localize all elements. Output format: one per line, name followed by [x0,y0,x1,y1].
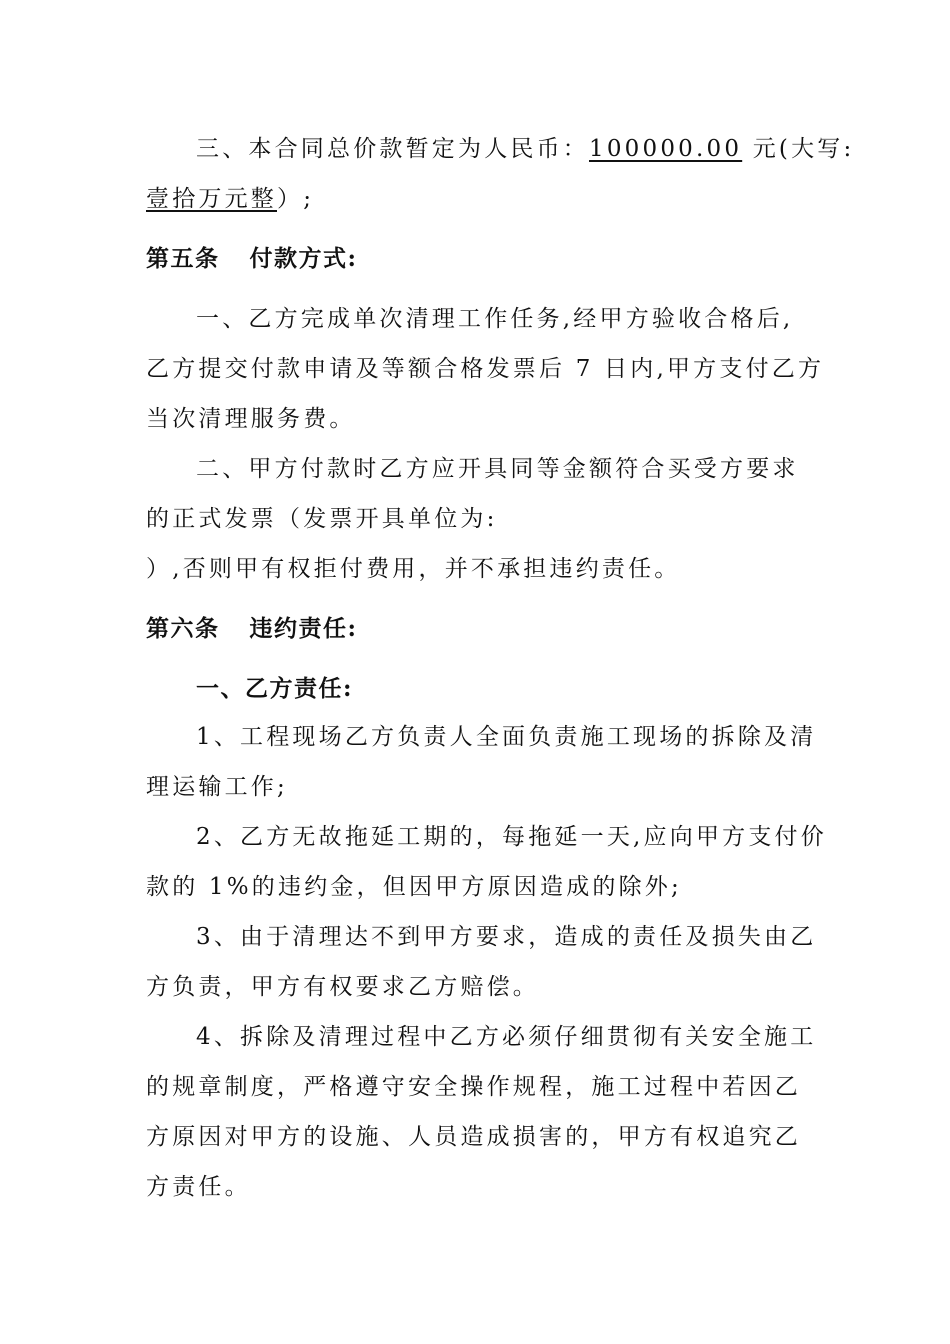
article6-item4-line4: 方责任。 [146,1174,251,1200]
article5-p1-line2: 乙方提交付款申请及等额合格发票后 7 日内,甲方支付乙方 [146,356,825,382]
article6-item1-line2: 理运输工作; [146,774,288,800]
article6-number: 第六条 [146,615,220,642]
contract-amount-words: 壹拾万元整 [146,186,277,212]
article6-item4-line1: 4、拆除及清理过程中乙方必须仔细贯彻有关安全施工 [196,1024,817,1050]
article5-p2-line1: 二、甲方付款时乙方应开具同等金额符合买受方要求 [196,456,799,482]
article5-p2-line2: 的正式发票（发票开具单位为: [146,506,498,532]
article5-number: 第五条 [146,245,220,272]
article6-item2-line1: 2、乙方无故拖延工期的，每拖延一天,应向甲方支付价 [196,824,827,850]
article6-subheading: 一、乙方责任: [196,675,353,702]
article5-p1-line3: 当次清理服务费。 [146,406,356,432]
article5-title: 付款方式: [249,245,358,272]
article6-title: 违约责任: [249,615,358,642]
article6-heading [146,614,816,644]
article6-item4-line3: 方原因对甲方的设施、人员造成损害的，甲方有权追究乙 [146,1124,801,1150]
clause3-line1 [196,134,855,164]
contract-amount: 100000.00 [589,136,743,162]
article6-item1-line1: 1、工程现场乙方负责人全面负责施工现场的拆除及清 [196,724,817,750]
article6-item3-line2: 方负责，甲方有权要求乙方赔偿。 [146,974,539,1000]
article6-item4-line2: 的规章制度，严格遵守安全操作规程，施工过程中若因乙 [146,1074,801,1100]
article6-item2-line2: 款的 1%的违约金，但因甲方原因造成的除外; [146,874,682,900]
clause3-suffix: ）; [277,186,315,212]
article6-item3-line1: 3、由于清理达不到甲方要求，造成的责任及损失由乙 [196,924,817,950]
clause3-line2 [146,184,816,214]
article5-p2-line3: ）,否则甲有权拒付费用，并不承担违约责任。 [146,556,681,582]
clause3-mid: 元(大写: [742,136,855,162]
article5-p1-line1: 一、乙方完成单次清理工作任务,经甲方验收合格后, [196,306,794,332]
clause3-prefix: 三、本合同总价款暂定为人民币： [196,136,589,162]
article5-heading [146,244,816,274]
